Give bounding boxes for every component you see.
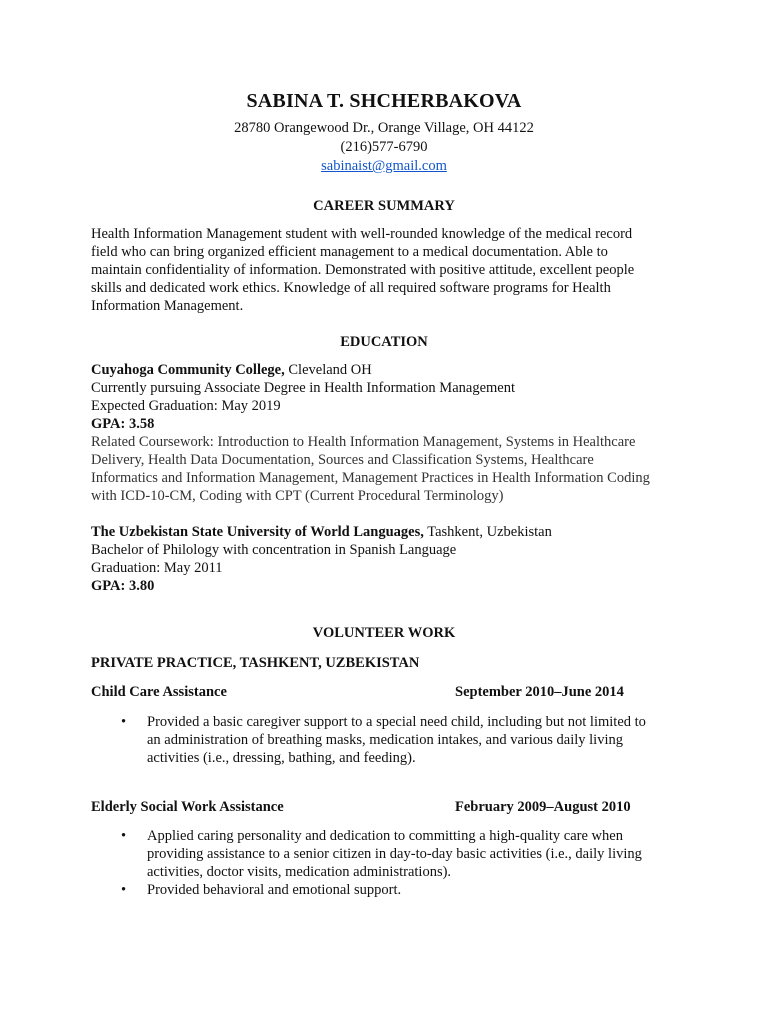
role-title: Child Care Assistance	[91, 684, 227, 700]
bullet-icon: •	[121, 828, 127, 844]
graduation: Graduation: May 2011	[91, 560, 223, 576]
school-name: Cuyahoga Community College,	[91, 362, 285, 378]
summary-line: Information Management.	[91, 298, 244, 314]
list-item	[91, 827, 681, 881]
bullet-line: Provided behavioral and emotional support.	[147, 882, 402, 898]
role-elderly-social-work	[91, 798, 651, 816]
school-location: Cleveland OH	[284, 362, 372, 378]
gpa: GPA: 3.58	[91, 416, 155, 432]
role-dates: September 2010–June 2014	[455, 684, 624, 700]
bullet-line: activities (i.e., dressing, bathing, and feeding).	[147, 750, 416, 766]
degree: Currently pursuing Associate Degree in Health Information Management	[91, 380, 516, 396]
phone: (216)577-6790	[340, 139, 428, 155]
list-item	[91, 881, 681, 899]
role-title: Elderly Social Work Assistance	[91, 799, 284, 815]
role-child-care-bullets	[91, 713, 681, 767]
candidate-name: SABINA T. SHCHERBAKOVA	[246, 90, 522, 112]
email-link[interactable]: sabinaist@gmail.com	[321, 158, 447, 174]
bullet-icon: •	[121, 714, 127, 730]
coursework-line: Delivery, Health Data Documentation, Sources and Classification Systems, Healthcare	[91, 452, 594, 468]
bullet-line: Applied caring personality and dedication to committing a high-quality care when	[147, 828, 623, 844]
role-dates: February 2009–August 2010	[455, 799, 631, 815]
summary-line: Health Information Management student with well-rounded knowledge of the medical record	[91, 226, 633, 242]
education-entry-uzbekistan	[91, 523, 681, 595]
address: 28780 Orangewood Dr., Orange Village, OH 44122	[234, 120, 534, 136]
career-summary-heading: CAREER SUMMARY	[313, 198, 455, 214]
coursework-line: with ICD-10-CM, Coding with CPT (Current Procedural Terminology)	[91, 488, 504, 504]
bullet-icon: •	[121, 882, 127, 898]
coursework-line: Related Coursework: Introduction to Health Information Management, Systems in Healthcare	[91, 434, 636, 450]
bullet-line: providing assistance to a senior citizen in day-to-day basic activities (i.e., daily living	[147, 846, 642, 862]
summary-line: skills and dedicated work ethics. Knowledge of all required software programs for Health	[91, 280, 611, 296]
school-location: Tashkent, Uzbekistan	[423, 524, 552, 540]
volunteer-org: PRIVATE PRACTICE, TASHKENT, UZBEKISTAN	[91, 655, 420, 671]
school-name: The Uzbekistan State University of World Languages,	[91, 524, 424, 540]
career-summary-text	[91, 225, 681, 315]
summary-line: field who can bring organized efficient management to a medical documentation. Able to	[91, 244, 608, 260]
education-entry-cuyahoga	[91, 361, 681, 505]
bullet-line: activities, doctor visits, medication administrations).	[147, 864, 452, 880]
summary-line: maintain confidentiality of information. Demonstrated with positive attitude, excellent people	[91, 262, 635, 278]
degree: Bachelor of Philology with concentration in Spanish Language	[91, 542, 457, 558]
coursework-line: Informatics and Information Management, Management Practices in Health Information Coding	[91, 470, 650, 486]
contact-block	[0, 119, 768, 176]
graduation: Expected Graduation: May 2019	[91, 398, 281, 414]
volunteer-heading: VOLUNTEER WORK	[312, 625, 456, 641]
gpa: GPA: 3.80	[91, 578, 155, 594]
list-item	[91, 713, 681, 767]
education-heading: EDUCATION	[340, 334, 428, 350]
role-elderly-bullets	[91, 827, 681, 899]
bullet-line: an administration of breathing masks, medication intakes, and various daily living	[147, 732, 623, 748]
role-child-care	[91, 683, 651, 701]
bullet-line: Provided a basic caregiver support to a special need child, including but not limited to	[147, 714, 646, 730]
